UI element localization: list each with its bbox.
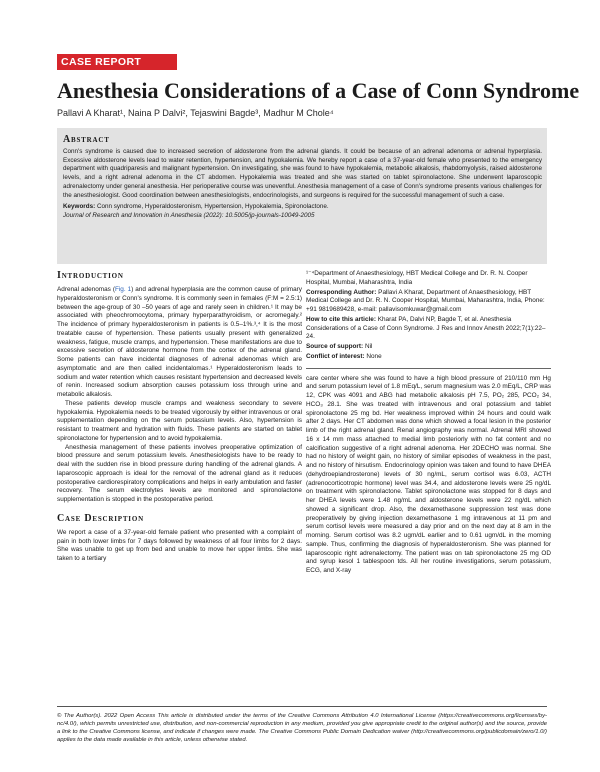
case-description-heading: Case Description <box>57 512 144 524</box>
support-text: Nil <box>363 343 373 350</box>
case-continued-paragraph: care center where she was found to have a high blood pressure of 210/110 mm Hg and serum potassium level of 1.8 mEq/L, serum magnesium was 2.0 mEq/L, CRP was 12, CPK was 4091 and ABG had metabolic alkalosis pH 7.5, PO₂ 285, PCO₂ 34, HCO₃ 28.1. She was treated with intravenous and oral potassium and tablet spironolactone 25 mg bd. Her weakness improved within 24 hours and could walk after 2 days. Her CT abdomen was done which showed a focal lesion in the posterior limb of the right adrenal gland. Renal angiography was normal. Adrenal MRI showed 16 x 14 mm mass attached to medial limb posteriorly with no fat content and no calcification suggestive of a right adrenal adenoma. Her 2DECHO was normal. She had no history of weight gain, no history of similar episodes of weakness in the past, and no history of hirsutism. Endocrinology opinion was taken and found to have DHEA (dehydroepiandrosterone) levels of 30 ng/mL, serum cortisol was 6.03, ACTH (adrenocorticotropic hormone) level was 34.4, and aldosterone levels were 25 ng/dL on treatment with spironolactone. Tablet spironolactone was stopped for 8 days and her DHEA levels were 1.48 ng/mL and aldosterone levels were 22 ng/dL which showed a significant drop. Also, the dexamethasone suppression test was done preoperatively by giving injection dexamethasone 1 mg intravenous at 11 pm and serum cortisol levels were measured a day prior and on the next day at 8 am in the morning. Serum cortisol was 8.2 ugm/dL earlier and to 0.61 ugm/dL in the morning sample. Thus, confirming the diagnosis of hyperaldosteronism. She was planned for laparoscopic right adrenalectomy. The patient was on tab spironolactone 25 mg OD and syrup kesol 1 tablespoon tds. All her routine investigations, serum potassium, ECG, and X-ray <box>306 374 551 574</box>
keywords-text: Conn syndrome, Hyperaldosteronism, Hypertension, Hypokalemia, Spironolactone. <box>95 203 329 211</box>
citation-label: How to cite this article: <box>306 315 376 323</box>
article-title: Anesthesia Considerations of a Case of Conn Syndrome <box>57 78 580 103</box>
citation <box>306 316 551 342</box>
keywords-label: Keywords: <box>63 203 96 211</box>
intro-p1-start: Adrenal adenomas ( <box>57 286 115 293</box>
affiliation: ¹⁻⁴Department of Anaesthesiology, HBT Medical College and Dr. R. N. Cooper Hospital, Mumbai, Maharashtra, India <box>306 270 528 286</box>
conflict-of-interest <box>306 353 551 362</box>
left-column <box>57 270 302 564</box>
source-of-support <box>306 343 551 352</box>
citation-text: Kharat PA, Dalvi NP, Bagde T, et al. Anesthesia Considerations of a Case of Conn Syndrome. J Res and Innov Anesth 2022;7(1):22–24. <box>306 315 546 341</box>
article-info <box>306 270 551 362</box>
introduction-heading: Introduction <box>57 270 124 281</box>
footer-divider <box>57 706 547 707</box>
abstract-heading: Abstract <box>63 134 110 145</box>
journal-doi: Journal of Research and Innovation in Anesthesia (2022): 10.5005/jp-journals-10049-2005 <box>63 211 315 219</box>
abstract-section <box>57 128 547 264</box>
intro-p1-rest: ) and adrenal hyperplasia are the common cause of primary hyperaldosteronism or Conn's syndrome. It is commonly seen in females (F:M = 2.5:1) between the age-group of 30 –50 years of age and rarely seen in children.¹ It may be associated with pheochromocytoma, primary hyperparathyroidism, or acromegaly.² The incidence of primary hyperaldosteronism in patients is 0.5–1%.³,⁴ It is the most treatable cause of hypertension. These patients usually present with generalized weakness, fatigue, muscle cramps, and hypertension. These manifestations are due to excessive secretion of aldosterone hormone from the cortex of the adrenal gland. Some patients can have incidental diagnoses of adrenal adenomas which are asymptomatic and are then called incidentalomas.¹ Hyperaldosteronism leads to sodium and water retention which causes resistant hypertension and decreased levels of renin. Increased sodium absorption causes potassium loss through urine and metabolic alkalosis. <box>57 286 302 398</box>
case-paragraph-1: We report a case of a 37-year-old female patient who presented with a complaint of pain in both lower limbs for 7 days followed by weakness of all four limbs for 2 days. She was unable to get up from bed and unable to move her upper limbs. She was taken to a tertiary <box>57 528 302 562</box>
intro-paragraph-1 <box>57 286 302 400</box>
corresponding-text: Pallavi A Kharat, Department of Anaesthesiology, HBT Medical College and Dr. R. N. Cooper Hospital, Mumbai, Maharashtra, India, Phone: +91 9819689428, e-mail: pallavisomkuwar@gmail.com <box>306 288 545 313</box>
figure-1-link[interactable]: Fig. 1 <box>114 286 132 293</box>
abstract-text: Conn's syndrome is caused due to increased secretion of aldosterone from the adrenal glands. It could be because of an adrenal adenoma or adrenal hyperplasia. Excessive aldosterone levels lead to water retention, hypertension, and hypokalemia. We hereby report a case of a 37-year-old female who presented to the emergency department with quadriparesis and malignant hypertension. On investigating, she was found to have hypokalemia, metabolic alkalosis, rhabdomyolysis, raised aldosterone levels, and a right adrenal adenoma in the CT abdomen. Hypokalemia was treated and she was started on tablet spironolactone. She underwent laparoscopic adrenalectomy under general anesthesia. Her perioperative course was uneventful. Anesthesia management of a case of Conn's syndrome presents various challenges for the anesthesiologist. Good coordination between anesthesiologists, endocrinologists, and surgeons is required for the successful management of such a case. <box>63 148 542 199</box>
intro-paragraph-2: These patients develop muscle cramps and weakness secondary to severe hypokalemia. Hypokalemia needs to be treated vigorously by either intravenous or oral supplementation depending on the serum potassium levels. Also, hypertension is resistant to treatment and hydration with fluids. These patients are started on tablet spironolactone for hypertension and to avoid hypokalemia. <box>57 399 302 442</box>
info-divider <box>306 368 551 369</box>
abstract-keywords <box>63 203 542 212</box>
intro-paragraph-3: Anesthesia management of these patients involves preoperative optimization of blood pressure and serum potassium levels. Anesthesiologists have to be ready to deal with the sudden rise in blood pressure during handling of the adrenal glands. A laparoscopic approach is ideal for the removal of the adrenal gland as it reduces postoperative cardiorespiratory complications and helps in early ambulation and faster recovery. The serum electrolytes levels are monitored and spironolactone supplementation is stopped in the postoperative period. <box>57 443 302 503</box>
support-label: Source of support: <box>306 343 364 350</box>
corresponding-label: Corresponding Author: <box>306 288 377 296</box>
right-column <box>306 270 551 576</box>
author-list: Pallavi A Kharat¹, Naina P Dalvi², Tejaswini Bagde³, Madhur M Chole⁴ <box>57 108 334 118</box>
license-footer: © The Author(s). 2022 Open Access This article is distributed under the terms of the Creative Commons Attribution 4.0 International License (https://creativecommons.org/licenses/by-nc/4.0/), which permits unrestricted use, distribution, and non-commercial reproduction in any medium, provided you give appropriate credit to the original author(s) and the source, provide a link to the Creative Commons license, and indicate if changes were made. The Creative Commons Public Domain Dedication waiver (http://creativecommons.org/publicdomain/zero/1.0/) applies to the data made available in this article, unless otherwise stated. <box>57 713 547 743</box>
article-type-badge: CASE REPORT <box>57 54 177 70</box>
conflict-label: Conflict of interest: <box>306 352 365 360</box>
corresponding-author <box>306 289 551 315</box>
conflict-text: None <box>364 352 382 360</box>
